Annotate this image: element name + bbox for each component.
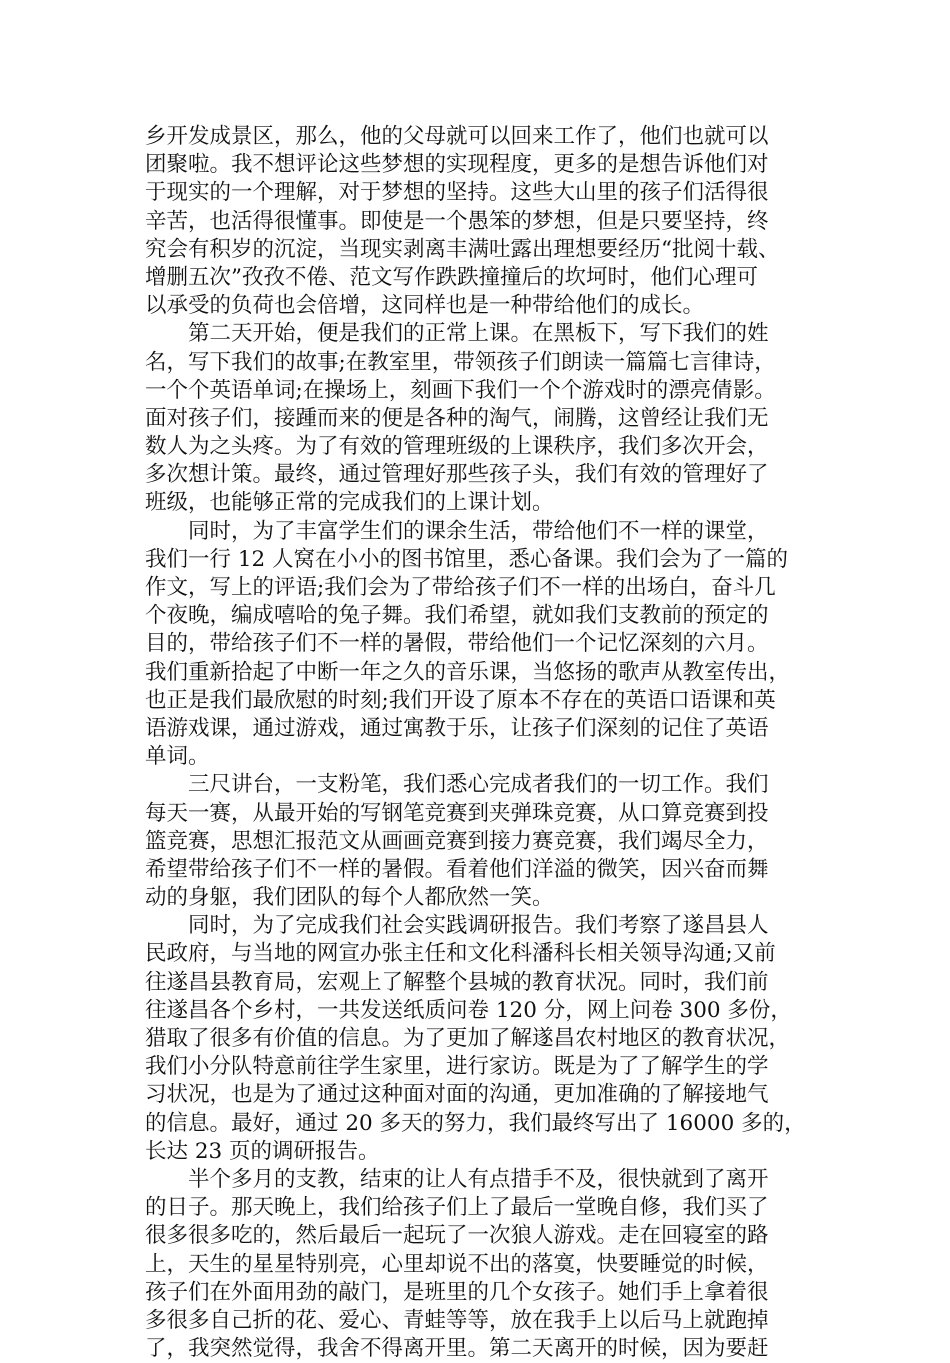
text-line: 希望带给孩子们不一样的暑假。看着他们洋溢的微笑，因兴奋而舞 bbox=[145, 856, 769, 882]
text-line: 很多很多吃的，然后最后一起玩了一次狼人游戏。走在回寝室的路 bbox=[145, 1223, 769, 1249]
text-line: 究会有积岁的沉淀，当现实剥离丰满吐露出理想要经历“批阅十载、 bbox=[145, 236, 780, 262]
text-line: 班级，也能够正常的完成我们的上课计划。 bbox=[145, 490, 554, 516]
text-line: 一个个英语单词;在操场上，刻画下我们一个个游戏时的漂亮倩影。 bbox=[145, 377, 776, 403]
text-line: 辛苦，也活得很懂事。即使是一个愚笨的梦想，但是只要坚持，终 bbox=[145, 208, 769, 234]
text-line: 往遂昌各个乡村，一共发送纸质问卷 120 分，网上问卷 300 多份， bbox=[145, 997, 792, 1023]
text-line: 孩子们在外面用劲的敲门，是班里的几个女孩子。她们手上拿着很 bbox=[145, 1279, 769, 1305]
text-line: 我们一行 12 人窝在小小的图书馆里，悉心备课。我们会为了一篇的 bbox=[145, 546, 789, 572]
text-line: 数人为之头疼。为了有效的管理班级的上课秩序，我们多次开会， bbox=[145, 434, 769, 460]
text-line: 同时，为了丰富学生们的课余生活，带给他们不一样的课堂， bbox=[145, 518, 769, 544]
text-line: 的日子。那天晚上，我们给孩子们上了最后一堂晚自修，我们买了 bbox=[145, 1195, 769, 1221]
text-line: 多次想计策。最终，通过管理好那些孩子头，我们有效的管理好了 bbox=[145, 462, 769, 488]
text-line: 三尺讲台，一支粉笔，我们悉心完成者我们的一切工作。我们 bbox=[145, 772, 769, 798]
text-line: 名，写下我们的故事;在教室里，带领孩子们朗读一篇篇七言律诗， bbox=[145, 349, 776, 375]
text-line: 单词。 bbox=[145, 744, 210, 770]
text-line: 以承受的负荷也会倍增，这同样也是一种带给他们的成长。 bbox=[145, 293, 705, 319]
text-line: 的信息。最好，通过 20 多天的努力，我们最终写出了 16000 多的， bbox=[145, 1110, 806, 1136]
text-line: 习状况，也是为了通过这种面对面的沟通，更加准确的了解接地气 bbox=[145, 1082, 769, 1108]
text-line: 往遂昌县教育局，宏观上了解整个县城的教育状况。同时，我们前 bbox=[145, 969, 769, 995]
text-line: 语游戏课，通过游戏，通过寓教于乐，让孩子们深刻的记住了英语 bbox=[145, 715, 769, 741]
text-line: 多很多自己折的花、爱心、青蛙等等，放在我手上以后马上就跑掉 bbox=[145, 1307, 769, 1333]
text-line: 上，天生的星星特别亮，心里却说不出的落寞，快要睡觉的时候， bbox=[145, 1251, 769, 1277]
text-line: 面对孩子们，接踵而来的便是各种的淘气，闹腾，这曾经让我们无 bbox=[145, 405, 769, 431]
text-line: 作文，写上的评语;我们会为了带给孩子们不一样的出场白，奋斗几 bbox=[145, 575, 776, 600]
text-line: 乡开发成景区，那么，他的父母就可以回来工作了，他们也就可以 bbox=[145, 124, 769, 149]
text-line: 民政府，与当地的网宣办张主任和文化科潘科长相关领导沟通;又前 bbox=[145, 941, 776, 967]
text-line: 了，我突然觉得，我舍不得离开里。第二天离开的时候，因为要赶 bbox=[145, 1336, 769, 1362]
text-line: 第二天开始，便是我们的正常上课。在黑板下，写下我们的姓 bbox=[145, 321, 769, 347]
text-line: 也正是我们最欣慰的时刻;我们开设了原本不存在的英语口语课和英 bbox=[145, 687, 776, 713]
text-line: 动的身躯，我们团队的每个人都欣然一笑。 bbox=[145, 885, 554, 911]
text-line: 篮竞赛，思想汇报范文从画画竞赛到接力赛竞赛，我们竭尽全力， bbox=[145, 828, 769, 854]
text-line: 同时，为了完成我们社会实践调研报告。我们考察了遂昌县人 bbox=[145, 913, 769, 939]
text-line: 于现实的一个理解，对于梦想的坚持。这些大山里的孩子们活得很 bbox=[145, 180, 769, 206]
text-line: 每天一赛，从最开始的写钢笔竞赛到夹弹珠竞赛，从口算竞赛到投 bbox=[145, 800, 769, 826]
text-line: 长达 23 页的调研报告。 bbox=[145, 1138, 380, 1164]
text-line: 猎取了很多有价值的信息。为了更加了解遂昌农村地区的教育状况， bbox=[145, 1026, 791, 1051]
text-line: 团聚啦。我不想评论这些梦想的实现程度，更多的是想告诉他们对 bbox=[145, 152, 769, 178]
text-line: 半个多月的支教，结束的让人有点措手不及，很快就到了离开 bbox=[145, 1166, 769, 1192]
text-line: 我们小分队特意前往学生家里，进行家访。既是为了了解学生的学 bbox=[145, 1054, 769, 1080]
text-line: 个夜晚，编成嘻哈的兔子舞。我们希望，就如我们支教前的预定的 bbox=[145, 603, 769, 629]
body-text bbox=[145, 123, 810, 1363]
text-line: 增删五次”孜孜不倦、范文写作跌跌撞撞后的坎坷时，他们心理可 bbox=[145, 264, 758, 290]
text-line: 目的，带给孩子们不一样的暑假，带给他们一个记忆深刻的六月。 bbox=[145, 631, 769, 657]
text-line: 我们重新拾起了中断一年之久的音乐课，当悠扬的歌声从教室传出， bbox=[145, 659, 791, 685]
